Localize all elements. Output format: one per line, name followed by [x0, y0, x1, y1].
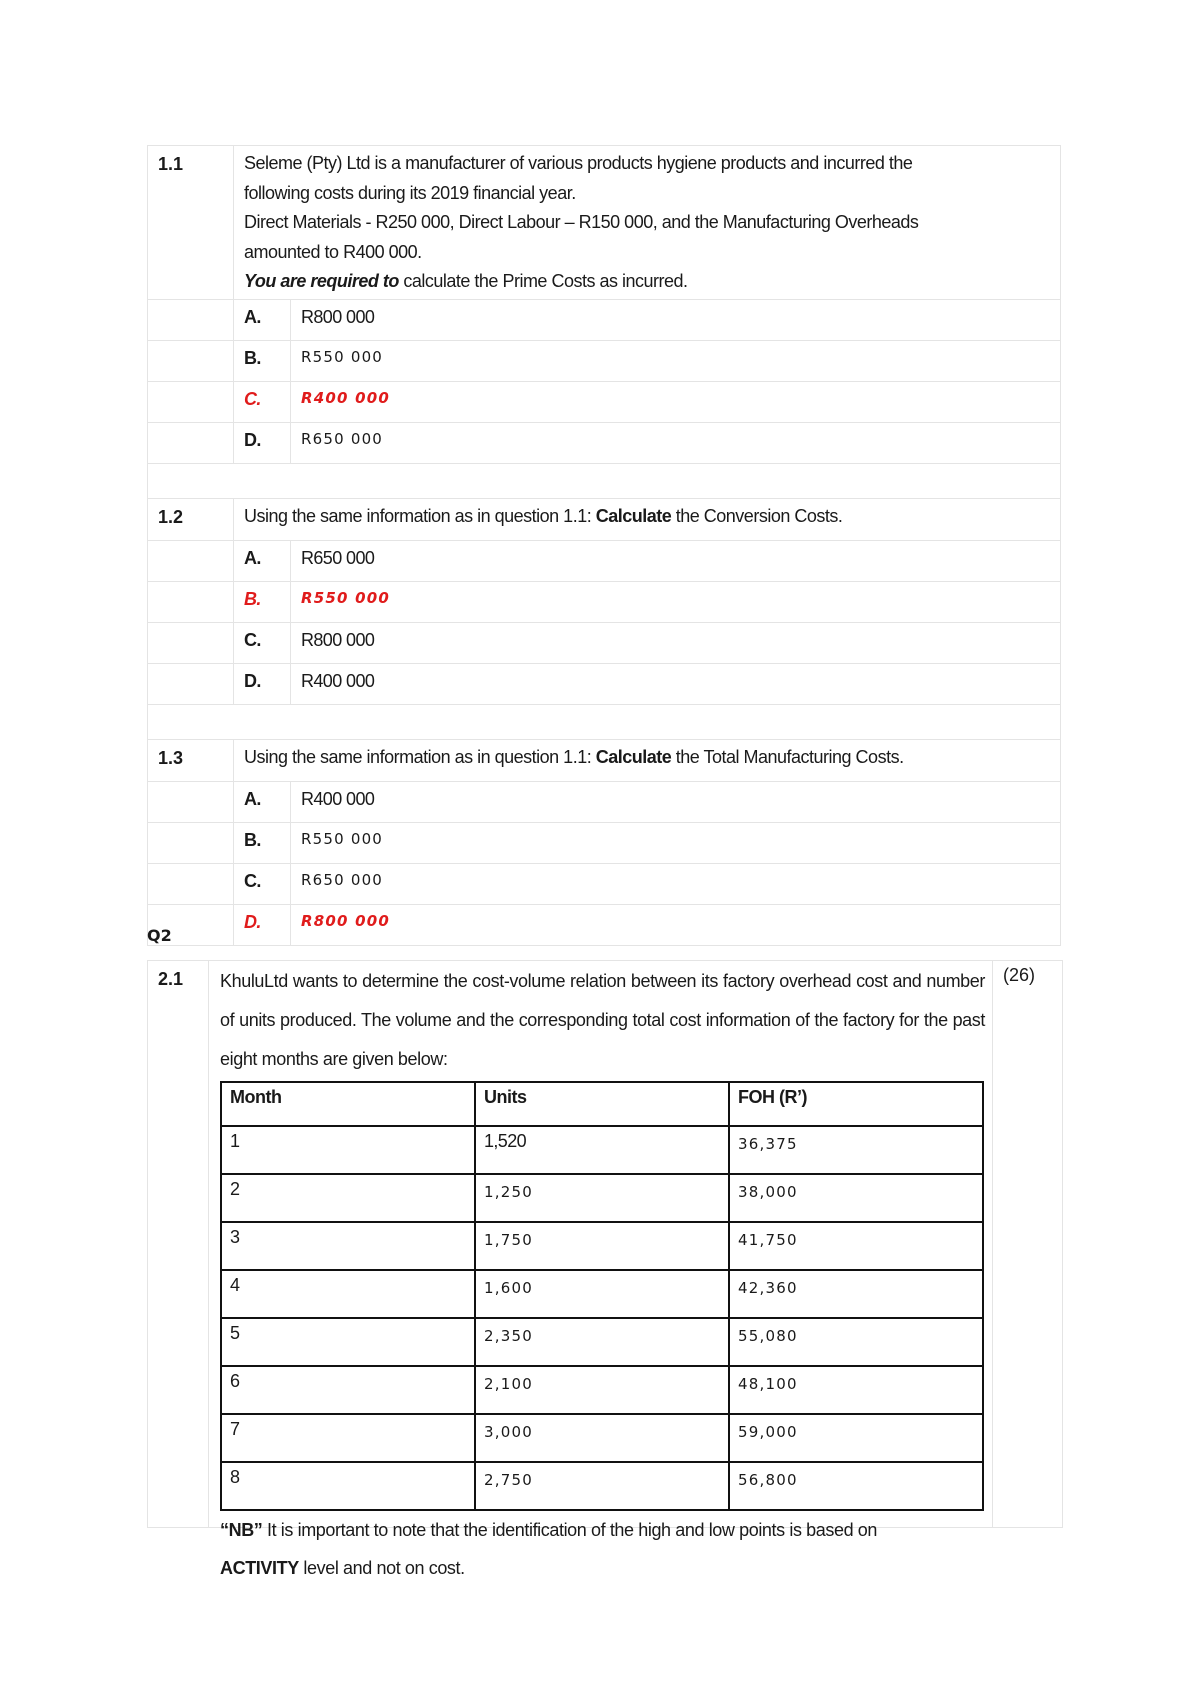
option-letter: B. [234, 581, 291, 622]
spacer-row [148, 704, 1061, 739]
option-row[interactable] [148, 422, 1061, 463]
option-value: R800 000 [291, 299, 1061, 340]
option-row[interactable] [148, 663, 1061, 704]
question-number: 1.3 [148, 739, 234, 781]
option-letter: C. [234, 622, 291, 663]
option-row[interactable] [148, 822, 1061, 863]
header-units: Units [475, 1082, 729, 1126]
question-number: 1.2 [148, 498, 234, 540]
question-text: Seleme (Pty) Ltd is a manufacturer of various products hygiene products and incurred the following costs during its 2019 financial year. Direct Materials - R250 000, Direct Labour – R150 000, and the Manufacturing Overheads amounted to R400 000. You are required to calculate the Prime Costs as incurred. [234, 146, 1061, 300]
spacer-row [148, 463, 1061, 498]
header-month: Month [221, 1082, 475, 1126]
header-foh: FOH (R’) [729, 1082, 983, 1126]
note-text: “NB” It is important to note that the identification of the high and low points is based on ACTIVITY level and not on cost. [220, 1520, 878, 1578]
question-block-2 [147, 960, 1063, 1578]
option-row[interactable] [148, 299, 1061, 340]
question-number: 1.1 [148, 146, 234, 300]
option-value: R650 000 [291, 422, 1061, 463]
option-letter: C. [234, 863, 291, 904]
option-value: R550 000 [291, 822, 1061, 863]
option-row-correct[interactable] [148, 904, 1061, 945]
question-number: 2.1 [158, 969, 184, 989]
option-letter: D. [234, 422, 291, 463]
option-letter: B. [234, 822, 291, 863]
option-letter: D. [234, 904, 291, 945]
table-row: 7 3,000 59,000 [221, 1414, 983, 1462]
question-content [220, 961, 985, 1587]
question-text: Using the same information as in question 1.1: Calculate the Total Manufacturing Costs. [234, 739, 1061, 781]
option-row[interactable] [148, 781, 1061, 822]
foh-table [220, 1081, 984, 1511]
option-row-correct[interactable] [148, 381, 1061, 422]
question-text: Using the same information as in question 1.1: Calculate the Conversion Costs. [234, 498, 1061, 540]
option-letter: A. [234, 540, 291, 581]
option-value: R800 000 [291, 904, 1061, 945]
option-value: R800 000 [291, 622, 1061, 663]
question-block-1 [147, 145, 1061, 946]
option-value: R550 000 [291, 340, 1061, 381]
question-intro: KhuluLtd wants to determine the cost-volume relation between its factory overhead cost and number of units produced. The volume and the corresponding total cost information of the factory for the past eight months are given below: [220, 971, 985, 1069]
option-row[interactable] [148, 540, 1061, 581]
table-row: 8 2,750 56,800 [221, 1462, 983, 1510]
table-row: 3 1,750 41,750 [221, 1222, 983, 1270]
table-row: 2 1,250 38,000 [221, 1174, 983, 1222]
table-row: 6 2,100 48,100 [221, 1366, 983, 1414]
option-value: R400 000 [291, 663, 1061, 704]
table-row: 4 1,600 42,360 [221, 1270, 983, 1318]
section-label: Q2 [147, 926, 172, 945]
option-letter: A. [234, 781, 291, 822]
option-row[interactable] [148, 340, 1061, 381]
option-row-correct[interactable] [148, 581, 1061, 622]
option-value: R400 000 [291, 381, 1061, 422]
option-letter: A. [234, 299, 291, 340]
table-header-row [221, 1082, 983, 1126]
option-value: R550 000 [291, 581, 1061, 622]
option-value: R650 000 [291, 540, 1061, 581]
table-row: 1 1,520 36,375 [221, 1126, 983, 1174]
option-value: R400 000 [291, 781, 1061, 822]
option-value: R650 000 [291, 863, 1061, 904]
option-letter: D. [234, 663, 291, 704]
spacer-extension [1061, 432, 1128, 466]
option-row[interactable] [148, 622, 1061, 663]
marks-label: (26) [1003, 965, 1036, 985]
marks-cell [992, 961, 1063, 1527]
option-letter: C. [234, 381, 291, 422]
table-row: 5 2,350 55,080 [221, 1318, 983, 1366]
option-row[interactable] [148, 863, 1061, 904]
mcq-table [147, 145, 1061, 946]
question-number-cell [148, 961, 209, 1527]
spacer-extension [1061, 636, 1128, 670]
option-letter: B. [234, 340, 291, 381]
